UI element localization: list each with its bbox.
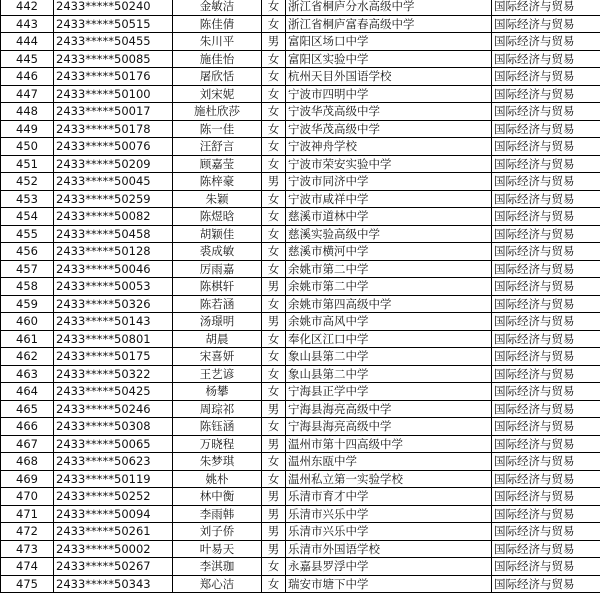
row-number-cell: 465 [1, 400, 54, 418]
student-name-cell: 陈若涵 [173, 295, 262, 313]
table-row [1, 435, 600, 453]
exam-id-cell: 2433*****50515 [54, 15, 173, 33]
table-row [1, 505, 600, 523]
gender-cell: 女 [262, 85, 286, 103]
row-number-cell: 473 [1, 540, 54, 558]
high-school-cell: 余姚市高风中学 [286, 313, 492, 331]
student-name-cell: 刘子侨 [173, 523, 262, 541]
student-name-cell: 陈煜晗 [173, 208, 262, 226]
table-row [1, 418, 600, 436]
student-name-cell: 陈梓豪 [173, 173, 262, 191]
gender-cell: 女 [262, 260, 286, 278]
table-row [1, 243, 600, 261]
table-row [1, 558, 600, 576]
major-cell: 国际经济与贸易 [492, 453, 600, 471]
table-row [1, 488, 600, 506]
high-school-cell: 温州私立第一实验学校 [286, 470, 492, 488]
exam-id-cell: 2433*****50085 [54, 50, 173, 68]
major-cell: 国际经济与贸易 [492, 435, 600, 453]
table-row [1, 348, 600, 366]
student-name-cell: 厉雨嘉 [173, 260, 262, 278]
major-cell: 国际经济与贸易 [492, 33, 600, 51]
exam-id-cell: 2433*****50094 [54, 505, 173, 523]
row-number-cell: 474 [1, 558, 54, 576]
gender-cell: 女 [262, 0, 286, 15]
gender-cell: 男 [262, 435, 286, 453]
gender-cell: 女 [262, 190, 286, 208]
student-name-cell: 刘宋妮 [173, 85, 262, 103]
student-name-cell: 汤璟明 [173, 313, 262, 331]
exam-id-cell: 2433*****50343 [54, 575, 173, 593]
high-school-cell: 慈溪市道林中学 [286, 208, 492, 226]
row-number-cell: 460 [1, 313, 54, 331]
major-cell: 国际经济与贸易 [492, 523, 600, 541]
table-row [1, 0, 600, 15]
high-school-cell: 宁波神舟学校 [286, 138, 492, 156]
major-cell: 国际经济与贸易 [492, 103, 600, 121]
major-cell: 国际经济与贸易 [492, 365, 600, 383]
table-row [1, 138, 600, 156]
student-name-cell: 胡颖佳 [173, 225, 262, 243]
row-number-cell: 463 [1, 365, 54, 383]
high-school-cell: 乐清市兴乐中学 [286, 505, 492, 523]
row-number-cell: 444 [1, 33, 54, 51]
exam-id-cell: 2433*****50045 [54, 173, 173, 191]
table-row [1, 15, 600, 33]
table-row [1, 523, 600, 541]
high-school-cell: 余姚市第二中学 [286, 260, 492, 278]
high-school-cell: 富阳区场口中学 [286, 33, 492, 51]
row-number-cell: 459 [1, 295, 54, 313]
exam-id-cell: 2433*****50240 [54, 0, 173, 15]
high-school-cell: 温州东瓯中学 [286, 453, 492, 471]
exam-id-cell: 2433*****50261 [54, 523, 173, 541]
gender-cell: 女 [262, 365, 286, 383]
gender-cell: 男 [262, 278, 286, 296]
exam-id-cell: 2433*****50002 [54, 540, 173, 558]
table-row [1, 540, 600, 558]
major-cell: 国际经济与贸易 [492, 190, 600, 208]
row-number-cell: 457 [1, 260, 54, 278]
gender-cell: 女 [262, 103, 286, 121]
exam-id-cell: 2433*****50017 [54, 103, 173, 121]
exam-id-cell: 2433*****50246 [54, 400, 173, 418]
exam-id-cell: 2433*****50252 [54, 488, 173, 506]
gender-cell: 男 [262, 33, 286, 51]
exam-id-cell: 2433*****50053 [54, 278, 173, 296]
high-school-cell: 宁海县海亮高级中学 [286, 400, 492, 418]
gender-cell: 女 [262, 330, 286, 348]
student-name-cell: 陈钰涵 [173, 418, 262, 436]
table-row [1, 120, 600, 138]
table-row [1, 575, 600, 593]
major-cell: 国际经济与贸易 [492, 558, 600, 576]
major-cell: 国际经济与贸易 [492, 15, 600, 33]
major-cell: 国际经济与贸易 [492, 383, 600, 401]
student-name-cell: 陈一佳 [173, 120, 262, 138]
row-number-cell: 472 [1, 523, 54, 541]
exam-id-cell: 2433*****50175 [54, 348, 173, 366]
high-school-cell: 奉化区江口中学 [286, 330, 492, 348]
exam-id-cell: 2433*****50801 [54, 330, 173, 348]
row-number-cell: 467 [1, 435, 54, 453]
table-row [1, 330, 600, 348]
row-number-cell: 461 [1, 330, 54, 348]
high-school-cell: 慈溪市横河中学 [286, 243, 492, 261]
row-number-cell: 455 [1, 225, 54, 243]
row-number-cell: 451 [1, 155, 54, 173]
row-number-cell: 454 [1, 208, 54, 226]
gender-cell: 女 [262, 208, 286, 226]
high-school-cell: 余姚市第二中学 [286, 278, 492, 296]
major-cell: 国际经济与贸易 [492, 278, 600, 296]
major-cell: 国际经济与贸易 [492, 0, 600, 15]
gender-cell: 男 [262, 523, 286, 541]
table-row [1, 278, 600, 296]
table-row [1, 383, 600, 401]
gender-cell: 男 [262, 173, 286, 191]
exam-id-cell: 2433*****50082 [54, 208, 173, 226]
high-school-cell: 瑞安市塘下中学 [286, 575, 492, 593]
row-number-cell: 442 [1, 0, 54, 15]
row-number-cell: 469 [1, 470, 54, 488]
exam-id-cell: 2433*****50076 [54, 138, 173, 156]
high-school-cell: 宁波华茂高级中学 [286, 120, 492, 138]
row-number-cell: 456 [1, 243, 54, 261]
major-cell: 国际经济与贸易 [492, 138, 600, 156]
high-school-cell: 浙江省桐庐富春高级中学 [286, 15, 492, 33]
gender-cell: 女 [262, 68, 286, 86]
student-name-cell: 裘成敏 [173, 243, 262, 261]
gender-cell: 女 [262, 453, 286, 471]
table-row [1, 225, 600, 243]
gender-cell: 女 [262, 243, 286, 261]
row-number-cell: 464 [1, 383, 54, 401]
major-cell: 国际经济与贸易 [492, 173, 600, 191]
row-number-cell: 446 [1, 68, 54, 86]
student-name-cell: 胡晨 [173, 330, 262, 348]
row-number-cell: 445 [1, 50, 54, 68]
table-row [1, 33, 600, 51]
table-row [1, 190, 600, 208]
major-cell: 国际经济与贸易 [492, 260, 600, 278]
student-name-cell: 金敏洁 [173, 0, 262, 15]
exam-id-cell: 2433*****50425 [54, 383, 173, 401]
exam-id-cell: 2433*****50623 [54, 453, 173, 471]
table-row [1, 313, 600, 331]
table-row [1, 365, 600, 383]
high-school-cell: 余姚市第四高级中学 [286, 295, 492, 313]
high-school-cell: 象山县第二中学 [286, 365, 492, 383]
table-row [1, 85, 600, 103]
high-school-cell: 慈溪实验高级中学 [286, 225, 492, 243]
gender-cell: 女 [262, 155, 286, 173]
student-name-cell: 陈佳倩 [173, 15, 262, 33]
high-school-cell: 宁波市四明中学 [286, 85, 492, 103]
student-name-cell: 施佳怡 [173, 50, 262, 68]
high-school-cell: 杭州天目外国语学校 [286, 68, 492, 86]
exam-id-cell: 2433*****50322 [54, 365, 173, 383]
gender-cell: 女 [262, 295, 286, 313]
major-cell: 国际经济与贸易 [492, 330, 600, 348]
exam-id-cell: 2433*****50259 [54, 190, 173, 208]
high-school-cell: 象山县第二中学 [286, 348, 492, 366]
major-cell: 国际经济与贸易 [492, 470, 600, 488]
row-number-cell: 468 [1, 453, 54, 471]
row-number-cell: 450 [1, 138, 54, 156]
row-number-cell: 462 [1, 348, 54, 366]
exam-id-cell: 2433*****50308 [54, 418, 173, 436]
high-school-cell: 宁波市荣安实验中学 [286, 155, 492, 173]
major-cell: 国际经济与贸易 [492, 225, 600, 243]
student-name-cell: 施杜欣莎 [173, 103, 262, 121]
gender-cell: 女 [262, 575, 286, 593]
student-name-cell: 万晓程 [173, 435, 262, 453]
major-cell: 国际经济与贸易 [492, 85, 600, 103]
student-name-cell: 顾嘉莹 [173, 155, 262, 173]
student-name-cell: 李淇珈 [173, 558, 262, 576]
gender-cell: 女 [262, 120, 286, 138]
gender-cell: 男 [262, 540, 286, 558]
major-cell: 国际经济与贸易 [492, 313, 600, 331]
table-row [1, 155, 600, 173]
table-row [1, 173, 600, 191]
major-cell: 国际经济与贸易 [492, 120, 600, 138]
student-name-cell: 朱川平 [173, 33, 262, 51]
student-name-cell: 李雨韩 [173, 505, 262, 523]
table-row [1, 453, 600, 471]
exam-id-cell: 2433*****50455 [54, 33, 173, 51]
exam-id-cell: 2433*****50176 [54, 68, 173, 86]
gender-cell: 男 [262, 313, 286, 331]
table-row [1, 295, 600, 313]
high-school-cell: 乐清市育才中学 [286, 488, 492, 506]
gender-cell: 女 [262, 470, 286, 488]
row-number-cell: 449 [1, 120, 54, 138]
student-name-cell: 王艺谚 [173, 365, 262, 383]
row-number-cell: 470 [1, 488, 54, 506]
major-cell: 国际经济与贸易 [492, 155, 600, 173]
gender-cell: 女 [262, 558, 286, 576]
major-cell: 国际经济与贸易 [492, 348, 600, 366]
major-cell: 国际经济与贸易 [492, 50, 600, 68]
row-number-cell: 466 [1, 418, 54, 436]
major-cell: 国际经济与贸易 [492, 208, 600, 226]
high-school-cell: 富阳区实验中学 [286, 50, 492, 68]
high-school-cell: 浙江省桐庐分水高级中学 [286, 0, 492, 15]
major-cell: 国际经济与贸易 [492, 243, 600, 261]
student-name-cell: 姚朴 [173, 470, 262, 488]
row-number-cell: 471 [1, 505, 54, 523]
row-number-cell: 447 [1, 85, 54, 103]
student-name-cell: 朱颖 [173, 190, 262, 208]
high-school-cell: 温州市第十四高级中学 [286, 435, 492, 453]
exam-id-cell: 2433*****50326 [54, 295, 173, 313]
row-number-cell: 443 [1, 15, 54, 33]
major-cell: 国际经济与贸易 [492, 68, 600, 86]
major-cell: 国际经济与贸易 [492, 400, 600, 418]
roster-body [1, 0, 600, 593]
exam-id-cell: 2433*****50065 [54, 435, 173, 453]
table-row [1, 400, 600, 418]
gender-cell: 女 [262, 138, 286, 156]
gender-cell: 男 [262, 400, 286, 418]
table-row [1, 470, 600, 488]
exam-id-cell: 2433*****50128 [54, 243, 173, 261]
student-name-cell: 林中衡 [173, 488, 262, 506]
table-row [1, 68, 600, 86]
student-name-cell: 杨攀 [173, 383, 262, 401]
student-name-cell: 汪舒言 [173, 138, 262, 156]
gender-cell: 女 [262, 50, 286, 68]
row-number-cell: 448 [1, 103, 54, 121]
major-cell: 国际经济与贸易 [492, 488, 600, 506]
high-school-cell: 宁海县海亮高级中学 [286, 418, 492, 436]
high-school-cell: 永嘉县罗浮中学 [286, 558, 492, 576]
gender-cell: 男 [262, 505, 286, 523]
student-name-cell: 屠欣恬 [173, 68, 262, 86]
high-school-cell: 宁海县正学中学 [286, 383, 492, 401]
student-name-cell: 郑心洁 [173, 575, 262, 593]
table-row [1, 260, 600, 278]
gender-cell: 男 [262, 488, 286, 506]
row-number-cell: 458 [1, 278, 54, 296]
gender-cell: 女 [262, 418, 286, 436]
high-school-cell: 宁波市同济中学 [286, 173, 492, 191]
major-cell: 国际经济与贸易 [492, 418, 600, 436]
row-number-cell: 475 [1, 575, 54, 593]
major-cell: 国际经济与贸易 [492, 505, 600, 523]
student-name-cell: 周琮祁 [173, 400, 262, 418]
table-row [1, 208, 600, 226]
gender-cell: 女 [262, 15, 286, 33]
exam-id-cell: 2433*****50178 [54, 120, 173, 138]
row-number-cell: 452 [1, 173, 54, 191]
gender-cell: 女 [262, 348, 286, 366]
major-cell: 国际经济与贸易 [492, 295, 600, 313]
row-number-cell: 453 [1, 190, 54, 208]
table-row [1, 50, 600, 68]
gender-cell: 女 [262, 383, 286, 401]
student-name-cell: 朱梦琪 [173, 453, 262, 471]
high-school-cell: 乐清市兴乐中学 [286, 523, 492, 541]
student-name-cell: 叶易天 [173, 540, 262, 558]
major-cell: 国际经济与贸易 [492, 540, 600, 558]
exam-id-cell: 2433*****50458 [54, 225, 173, 243]
student-name-cell: 陈棋轩 [173, 278, 262, 296]
high-school-cell: 宁波市咸祥中学 [286, 190, 492, 208]
gender-cell: 女 [262, 225, 286, 243]
high-school-cell: 宁波华茂高级中学 [286, 103, 492, 121]
table-row [1, 103, 600, 121]
exam-id-cell: 2433*****50267 [54, 558, 173, 576]
exam-id-cell: 2433*****50119 [54, 470, 173, 488]
exam-id-cell: 2433*****50046 [54, 260, 173, 278]
exam-id-cell: 2433*****50209 [54, 155, 173, 173]
exam-id-cell: 2433*****50100 [54, 85, 173, 103]
student-name-cell: 宋喜妍 [173, 348, 262, 366]
exam-id-cell: 2433*****50143 [54, 313, 173, 331]
major-cell: 国际经济与贸易 [492, 575, 600, 593]
high-school-cell: 乐清市外国语学校 [286, 540, 492, 558]
